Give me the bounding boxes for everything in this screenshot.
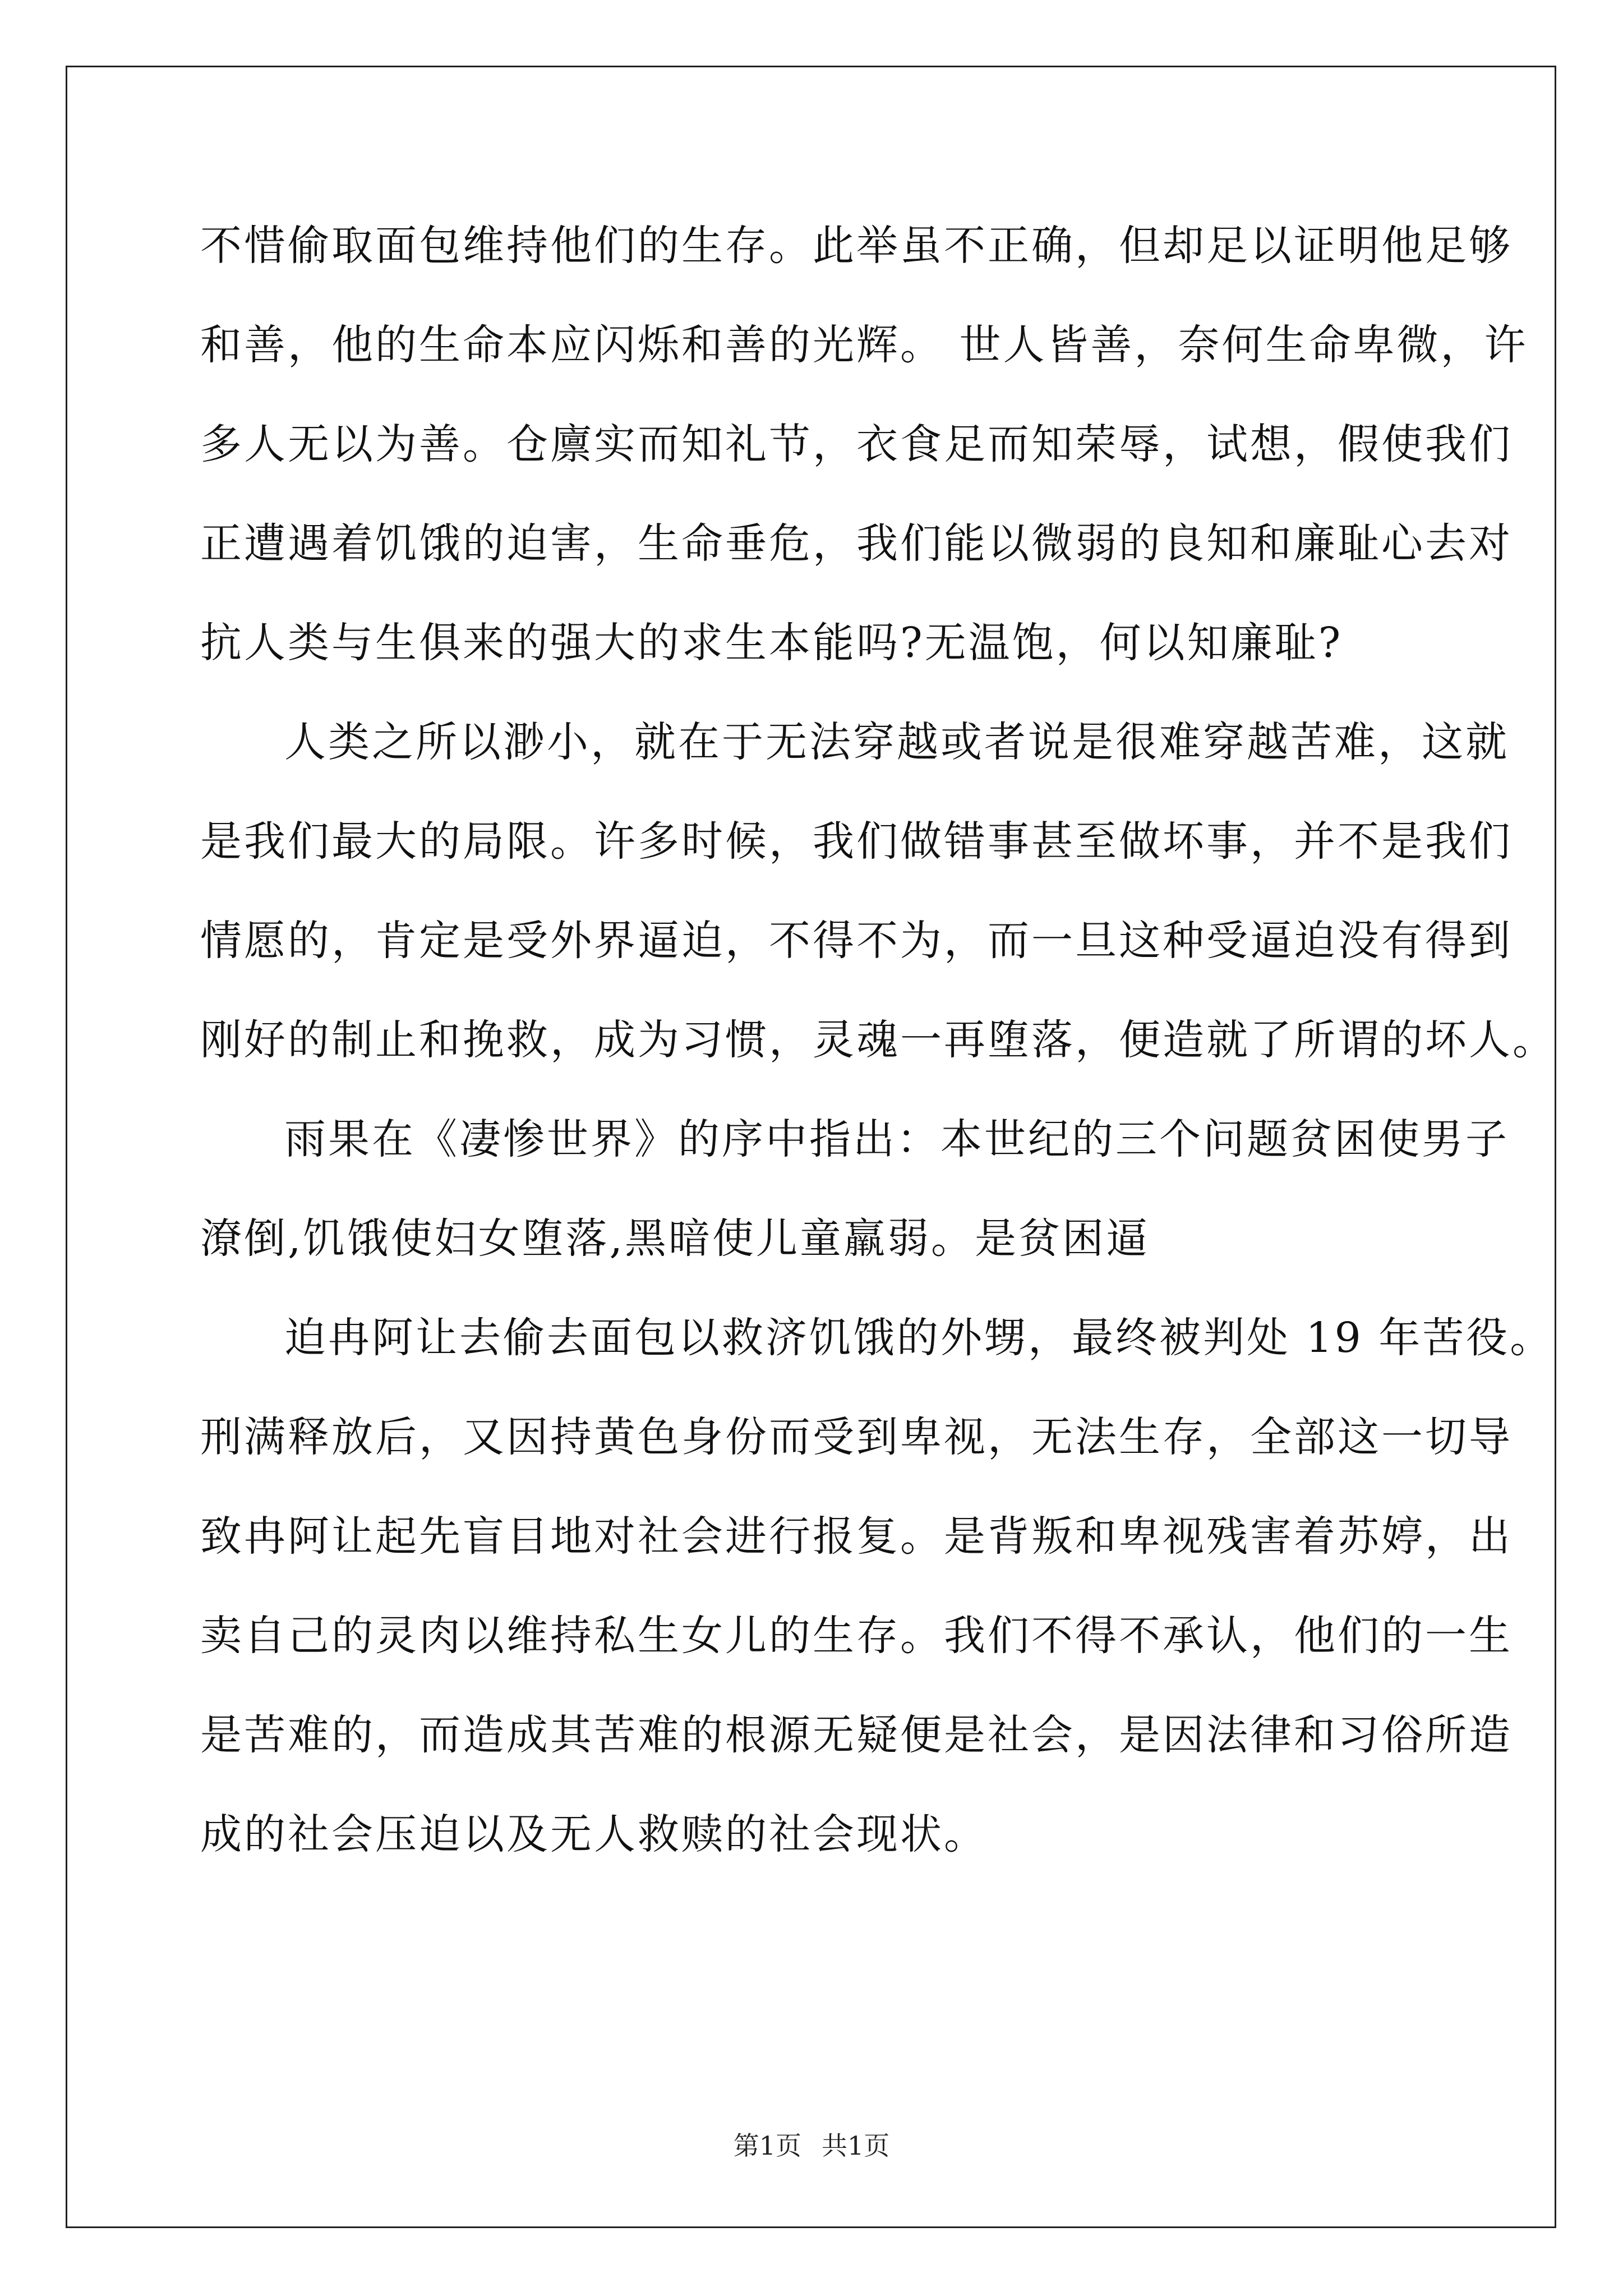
- text-line: 人类之所以渺小，就在于无法穿越或者说是很难穿越苦难，这就: [284, 718, 1509, 766]
- text-line: 多人无以为善。仓廪实而知礼节，衣食足而知荣辱，试想，假使我们: [200, 420, 1513, 468]
- text-line: 致冉阿让起先盲目地对社会进行报复。是背叛和卑视残害着苏婷，出: [200, 1512, 1513, 1561]
- text-line: 卖自己的灵肉以维持私生女儿的生存。我们不得不承认，他们的一生: [200, 1612, 1513, 1660]
- text-line: 迫冉阿让去偷去面包以救济饥饿的外甥，最终被判处 19 年苦役。: [284, 1314, 1554, 1362]
- text-line: 不惜偷取面包维持他们的生存。此举虽不正确，但却足以证明他足够: [200, 222, 1513, 270]
- text-line: 是我们最大的局限。许多时候，我们做错事甚至做坏事，并不是我们: [200, 817, 1513, 866]
- text-line: 和善，他的生命本应闪烁和善的光辉。 世人皆善，奈何生命卑微，许: [200, 321, 1528, 369]
- text-line: 潦倒,饥饿使妇女堕落,黑暗使儿童羸弱。是贫困逼: [200, 1214, 1150, 1263]
- text-line: 刑满释放后，又因持黄色身份而受到卑视，无法生存，全部这一切导: [200, 1413, 1513, 1461]
- text-line: 刚好的制止和挽救，成为习惯，灵魂一再堕落，便造就了所谓的坏人。: [200, 1016, 1556, 1064]
- document-body: [200, 218, 1556, 1906]
- text-line: 正遭遇着饥饿的迫害，生命垂危，我们能以微弱的良知和廉耻心去对: [200, 519, 1513, 568]
- text-line: 成的社会压迫以及无人救赎的社会现状。: [200, 1810, 988, 1858]
- page-footer: [0, 2129, 1623, 2162]
- text-line: 情愿的，肯定是受外界逼迫，不得不为，而一旦这种受逼迫没有得到: [200, 917, 1513, 965]
- page-number: 第1页: [733, 2131, 801, 2161]
- text-line: 是苦难的，而造成其苦难的根源无疑便是社会，是因法律和习俗所造: [200, 1711, 1513, 1759]
- page-total: 共1页: [822, 2131, 890, 2161]
- text-line: 雨果在《凄惨世界》的序中指出：本世纪的三个问题贫困使男子: [284, 1115, 1509, 1163]
- text-line: 抗人类与生俱来的强大的求生本能吗?无温饱，何以知廉耻?: [200, 619, 1343, 667]
